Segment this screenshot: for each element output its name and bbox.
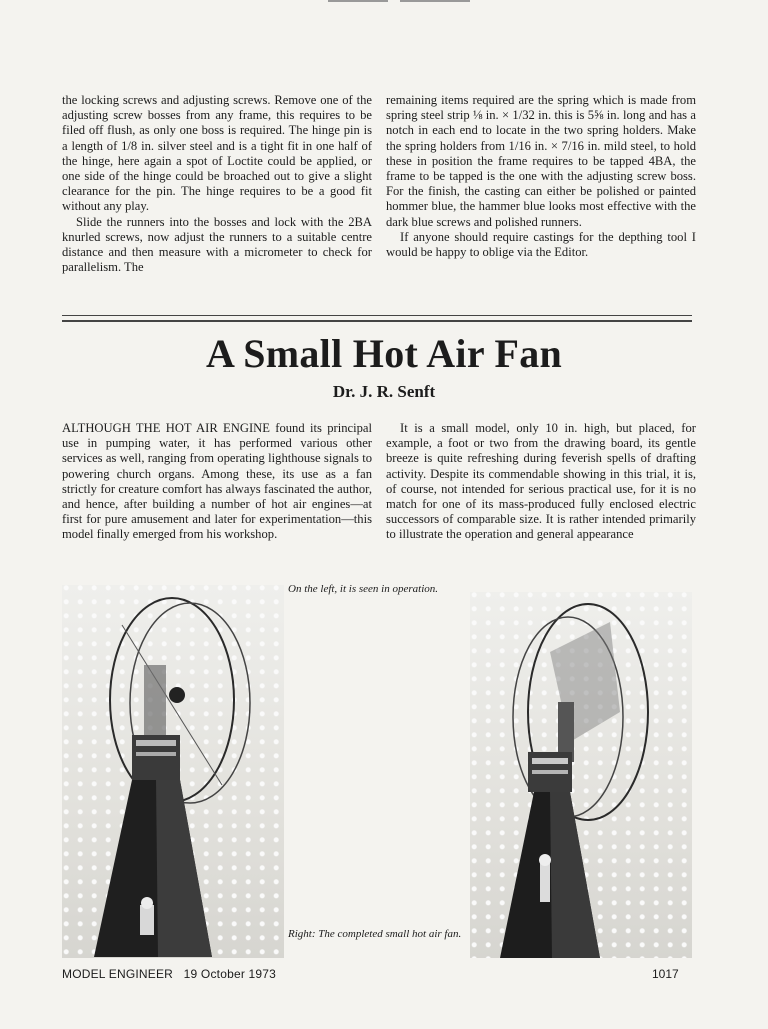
paragraph: the locking screws and adjusting screws. Remove one of the adjusting screw bosses from any frame, this requires to be filed off flush, as only one boss is required. The hinge pin is a length of 1/8 in. silver steel and is a tight fit in one half of the hinge, here again a spot of Loctite could be applied, or one side of the hinge could be broached out to give a slight clearance for the pin. The hinge requires to be a good fit without any play.: [62, 93, 372, 214]
fan-photo-in-operation: [62, 585, 284, 958]
article-author: Dr. J. R. Senft: [332, 382, 436, 401]
article-left-column: [62, 421, 372, 543]
publication-footer: MODEL ENGINEER 19 October 1973: [62, 967, 277, 981]
paragraph: remaining items required are the spring which is made from spring steel strip ⅛ in. × 1/32 in. this is 5⅝ in. long and has a notch in each end to locate in the two spring holders. Make the spring holders from 1/16 in. × 7/16 in. mild steel, to hold these in position the frame requires to be tapped 4BA, the frame to be tapped is the one with the adjusting screw boss. For the finish, the casting can either be polished or painted hommer blue, the hammer blue looks most effective with the dark blue screws and polished runners.: [386, 93, 696, 229]
top-scrap-line: [328, 0, 388, 2]
section-divider: [62, 320, 692, 322]
section-divider: [62, 315, 692, 316]
paragraph: ALTHOUGH THE HOT AIR ENGINE found its principal use in pumping water, it has performed various other services as well, ranging from operating lighthouse signals to powering church organs. Among these, its use as a fan strictly for creature comfort has always fascinated the author, and hence, after building a number of hot air engines—at first for pure amusement and later for experimentation—this model finally emerged from his workshop.: [62, 421, 372, 542]
page-number: 1017: [652, 967, 679, 981]
photo-caption-right: Right: The completed small hot air fan.: [288, 928, 462, 940]
paragraph: If anyone should require castings for the depthing tool I would be happy to oblige via the Editor.: [386, 229, 696, 260]
article-right-column: [386, 421, 696, 543]
photo-caption-left: On the left, it is seen in operation.: [288, 583, 439, 595]
completed-fan-photo: [470, 592, 692, 958]
article-title: A Small Hot Air Fan: [205, 331, 563, 376]
previous-article-left-column: [62, 93, 372, 275]
previous-article-right-column: [386, 93, 696, 260]
top-scrap-line: [400, 0, 470, 2]
paragraph: Slide the runners into the bosses and lock with the 2BA knurled screws, now adjust the runners to a suitable centre distance and then measure with a micrometer to check for parallelism. The: [62, 214, 372, 275]
paragraph: It is a small model, only 10 in. high, but placed, for example, a foot or two from the drawing board, its gentle breeze is quite refreshing during feverish spells of drafting activity. Despite its commendable showing in this trial, it is, of course, not intended for serious practical use, for it is no match for one of its mass-produced fully enclosed electric successors of comparable size. It is rather intended primarily to illustrate the operation and general appearance: [386, 421, 696, 542]
